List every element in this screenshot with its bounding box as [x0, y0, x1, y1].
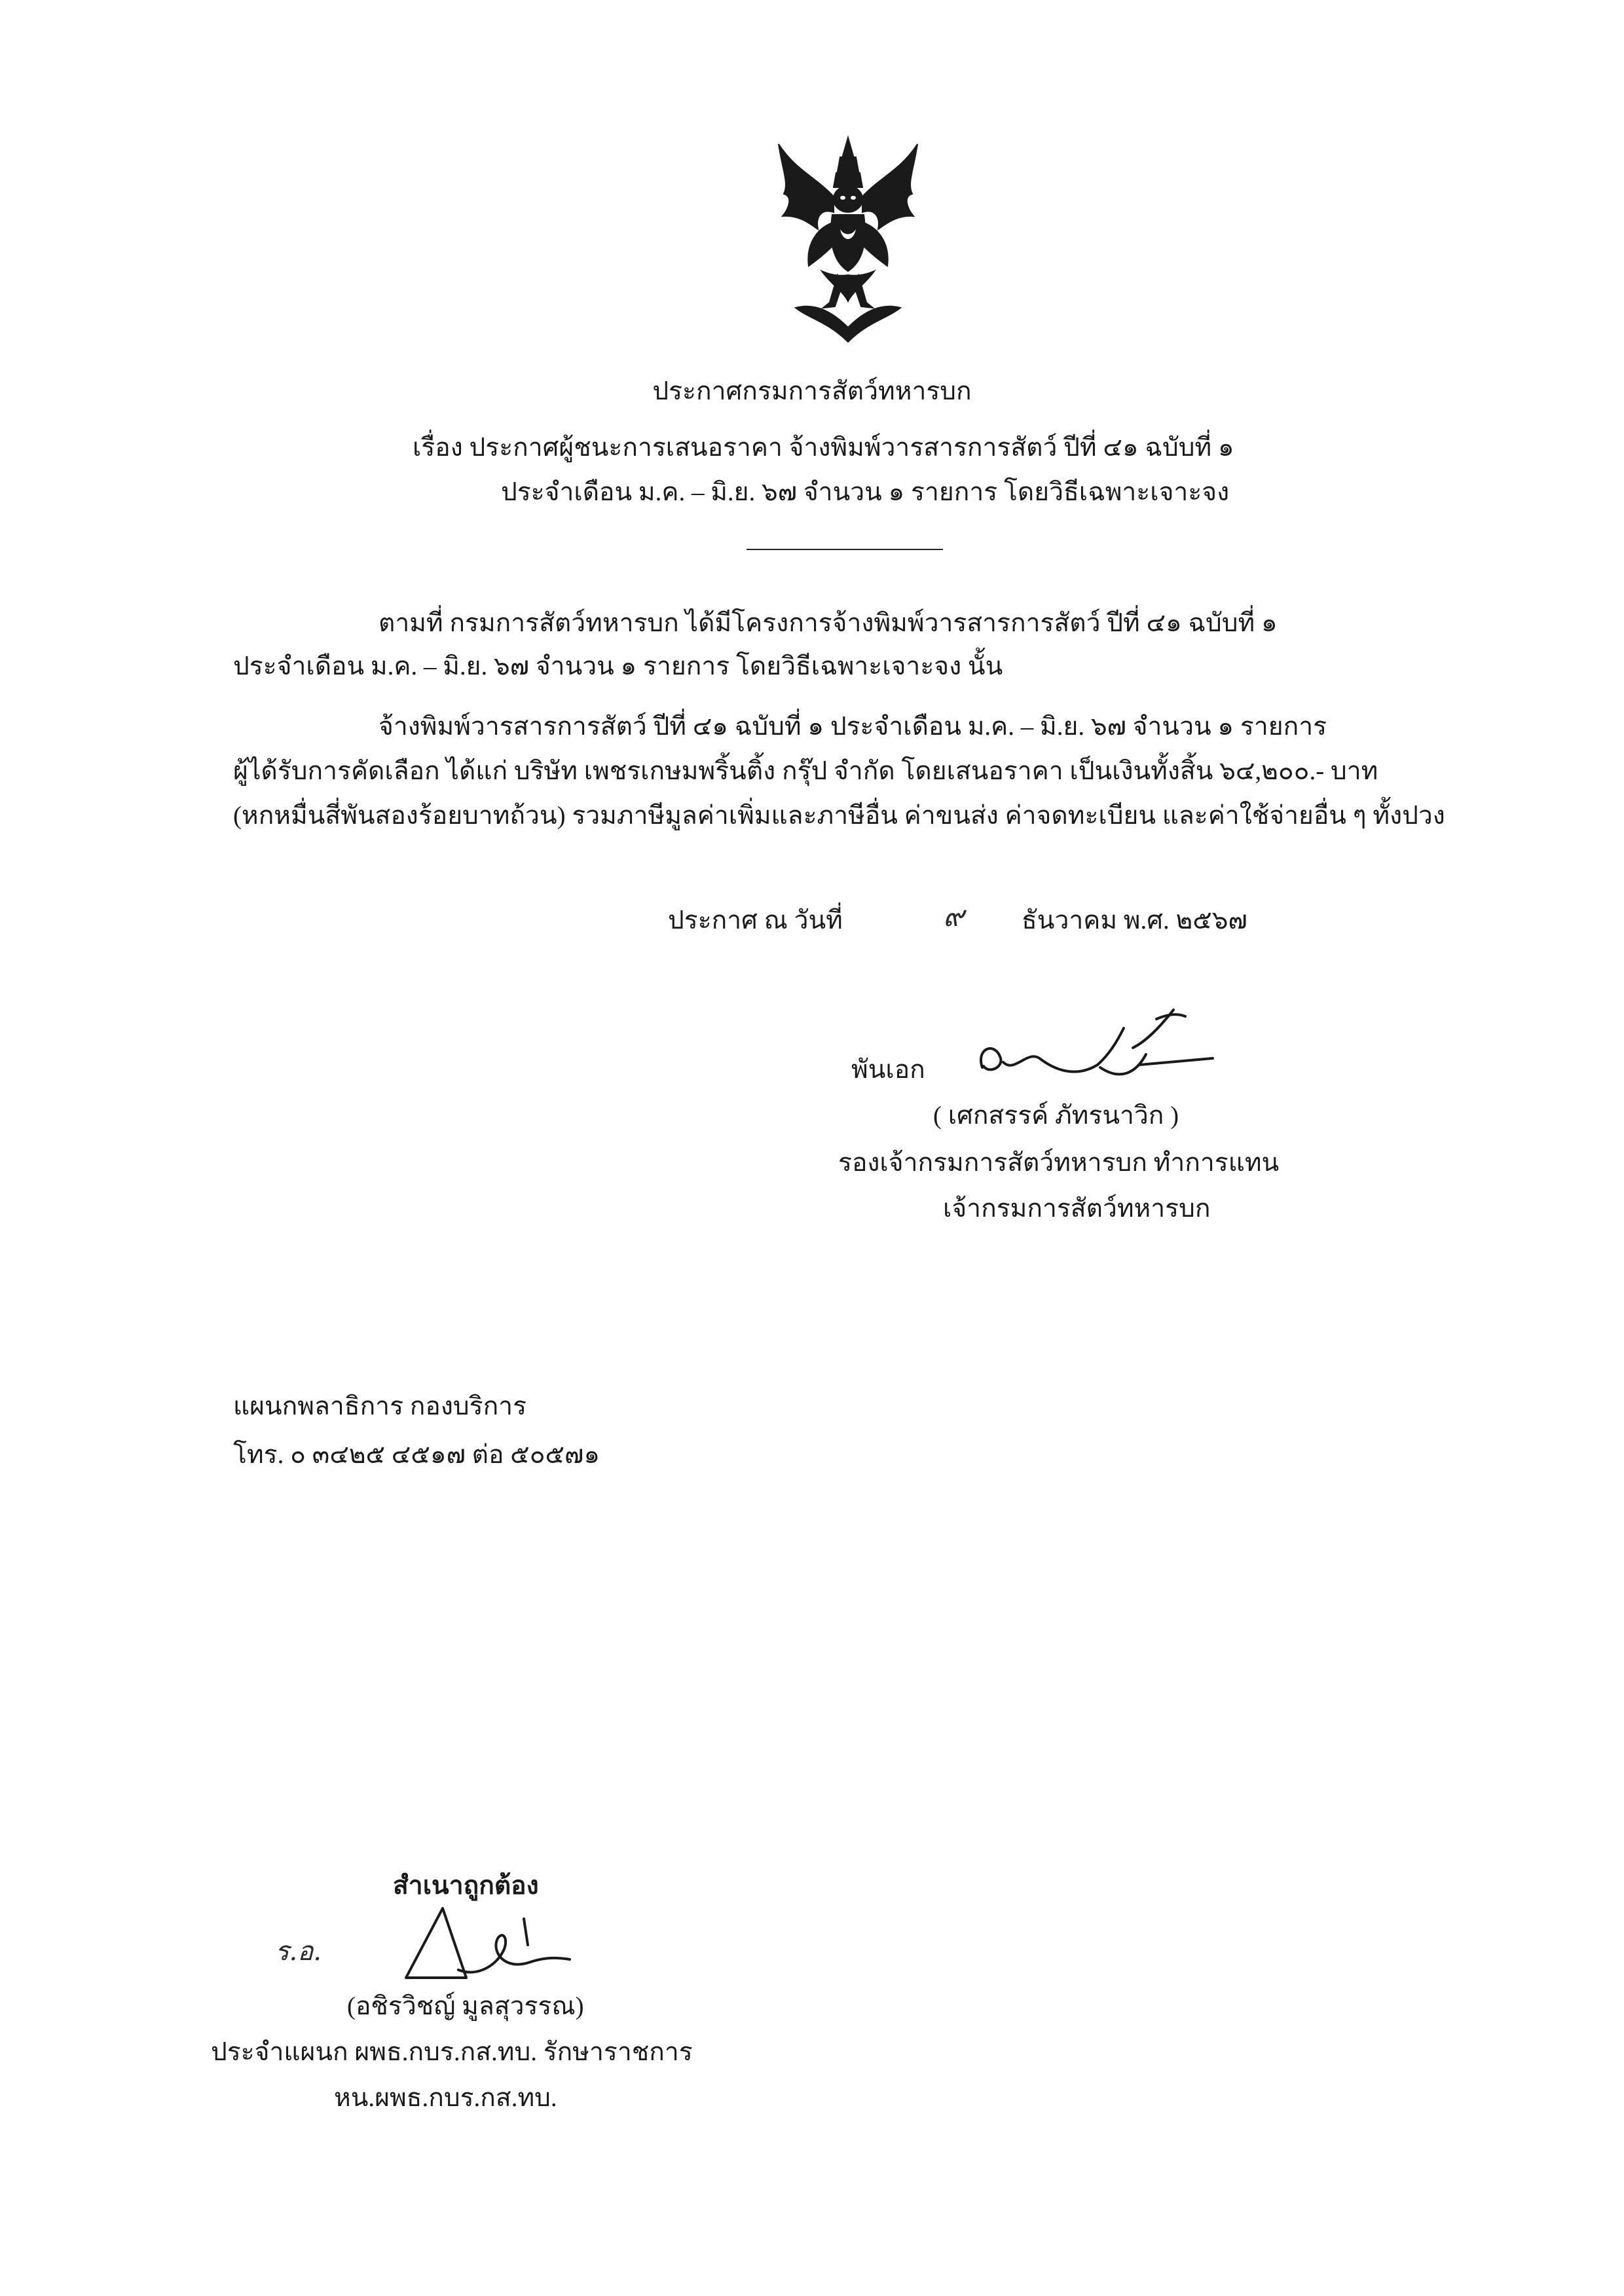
paragraph-1-line-2: ประจำเดือน ม.ค. – มิ.ย. ๖๗ จำนวน ๑ รายการ โดยวิธีเฉพาะเจาะจง นั้น — [233, 652, 1003, 680]
subject-line: เรื่อง ประกาศผู้ชนะการเสนอราคา จ้างพิมพ์วารสารการสัตว์ ปีที่ ๔๑ ฉบับที่ ๑ — [413, 434, 1234, 462]
org-title: ประกาศกรมการสัตว์ทหารบก — [652, 377, 972, 405]
certifier-rank-mark: ร.อ. — [275, 1936, 322, 1967]
signatory-position-line-2: เจ้ากรมการสัตว์ทหารบก — [943, 1194, 1211, 1223]
announcement-date-month-year: ธันวาคม พ.ศ. ๒๕๖๗ — [1022, 906, 1247, 935]
announcement-date-prefix: ประกาศ ณ วันที่ — [668, 906, 843, 935]
heading-divider — [747, 549, 943, 550]
certifier-position-line-2: หน.ผพธ.กบร.กส.ทบ. — [334, 2084, 557, 2112]
paragraph-2-line-1: จ้างพิมพ์วารสารการสัตว์ ปีที่ ๔๑ ฉบับที่ ๑ ประจำเดือน ม.ค. – มิ.ย. ๖๗ จำนวน ๑ รายการ — [378, 713, 1327, 741]
signatory-signature — [969, 1002, 1231, 1100]
signatory-rank: พันเอก — [851, 1056, 925, 1084]
announcement-date-day: ๙ — [943, 900, 965, 933]
certifier-signature — [393, 1899, 583, 1997]
signatory-name: ( เศกสรรค์ ภัทรนาวิก ) — [933, 1102, 1179, 1130]
office-phone: โทร. ๐ ๓๔๒๕ ๔๕๑๗ ต่อ ๕๐๕๗๑ — [233, 1441, 600, 1469]
certifier-name: (อชิรวิชญ์ มูลสุวรรณ) — [347, 1992, 584, 2020]
paragraph-2-line-2: ผู้ได้รับการคัดเลือก ได้แก่ บริษัท เพชรเกษมพริ้นติ้ง กรุ๊ป จำกัด โดยเสนอราคา เป็นเงินทั้งสิ้น ๖๔,๒๐๐.- บาท — [233, 757, 1378, 785]
garuda-emblem-icon — [769, 131, 927, 347]
document-header — [0, 373, 1624, 410]
paragraph-1-line-1: ตามที่ กรมการสัตว์ทหารบก ได้มีโครงการจ้างพิมพ์วารสารการสัตว์ ปีที่ ๔๑ ฉบับที่ ๑ — [378, 609, 1278, 637]
paragraph-2-line-3: (หกหมื่นสี่พันสองร้อยบาทถ้วน) รวมภาษีมูลค่าเพิ่มและภาษีอื่น ค่าขนส่ง ค่าจดทะเบียน และค่าใช้จ่ายอื่น ๆ ทั้งปวง — [233, 802, 1445, 830]
office-name: แผนกพลาธิการ กองบริการ — [233, 1392, 527, 1420]
signatory-position-line-1: รองเจ้ากรมการสัตว์ทหารบก ทำการแทน — [838, 1149, 1280, 1177]
subject-period: ประจำเดือน ม.ค. – มิ.ย. ๖๗ จำนวน ๑ รายการ โดยวิธีเฉพาะเจาะจง — [501, 478, 1230, 506]
certifier-position-line-1: ประจำแผนก ผพธ.กบร.กส.ทบ. รักษาราชการ — [211, 2038, 693, 2066]
certified-copy-title: สำเนาถูกต้อง — [393, 1872, 539, 1900]
